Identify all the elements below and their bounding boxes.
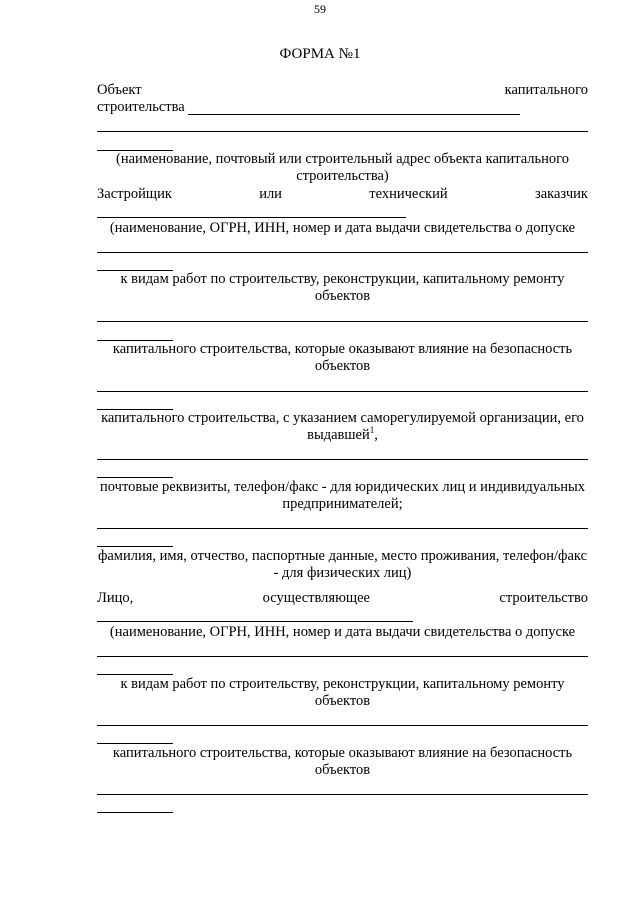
developer-input-line-3[interactable]: [97, 321, 588, 322]
object-word: Объект: [97, 82, 142, 98]
developer-caption-2: к видам работ по строительству, реконструкции, капитальному ремонту объектов: [120, 271, 565, 304]
builder-input-line-3[interactable]: [97, 725, 588, 726]
builder-caption-3: капитального строительства, которые оказывают влияние на безопасность объектов: [112, 745, 573, 778]
builder-input-line[interactable]: [97, 621, 413, 622]
builder-input-line-2[interactable]: [97, 656, 588, 657]
developer-input-line-6[interactable]: [97, 528, 588, 529]
developer-caption-4: капитального строительства, с указанием саморегулируемой организации, его выдавшей$^1$,: [101, 410, 584, 443]
page-number: 59: [314, 2, 326, 16]
developer-caption-3: капитального строительства, которые оказывают влияние на безопасность объектов: [112, 341, 573, 374]
object-caption: (наименование, почтовый или строительный адрес объекта капитального строительства): [115, 151, 569, 184]
technical-word: технический: [369, 186, 448, 202]
developer-input-line-5[interactable]: [97, 459, 588, 460]
builder-caption-2: к видам работ по строительству, реконструкции, капитальному ремонту объектов: [120, 676, 565, 709]
builder-input-line-3-short[interactable]: [97, 743, 173, 744]
developer-caption-1: (наименование, ОГРН, ИНН, номер и дата выдачи свидетельства о допуске: [109, 220, 576, 236]
developer-caption-6: фамилия, имя, отчество, паспортные данные, место проживания, телефон/факс - для физических лиц): [97, 548, 588, 581]
builder-input-line-4-short[interactable]: [97, 812, 173, 813]
builder-caption-1: (наименование, ОГРН, ИНН, номер и дата выдачи свидетельства о допуске: [109, 624, 576, 640]
developer-input-line-6-short[interactable]: [97, 546, 173, 547]
object-label-second-line: строительства: [97, 99, 185, 115]
developer-input-line-5-short[interactable]: [97, 477, 173, 478]
developer-input-line-2[interactable]: [97, 252, 588, 253]
developer-caption-5: почтовые реквизиты, телефон/факс - для юридических лиц и индивидуальных предпринимателей;: [100, 479, 585, 512]
object-input-line-2[interactable]: [97, 131, 588, 132]
object-input-line[interactable]: [188, 114, 520, 115]
builder-input-line-4[interactable]: [97, 794, 588, 795]
builder-input-line-2-short[interactable]: [97, 674, 173, 675]
capital-word: капитального: [504, 82, 588, 98]
person-word: Лицо,: [97, 590, 134, 606]
or-word: или: [259, 186, 282, 202]
developer-input-line-4[interactable]: [97, 391, 588, 392]
builder-label-row: [97, 590, 588, 607]
customer-word: заказчик: [535, 186, 588, 202]
performing-word: осуществляющее: [262, 590, 370, 606]
developer-word: Застройщик: [97, 186, 172, 202]
form-title: ФОРМА №1: [279, 46, 361, 62]
construction-word: строительство: [499, 590, 588, 606]
footnote-mark: 1: [369, 425, 375, 436]
object-label-row: [97, 82, 588, 99]
developer-label-row: [97, 186, 588, 203]
developer-input-line[interactable]: [97, 217, 406, 218]
